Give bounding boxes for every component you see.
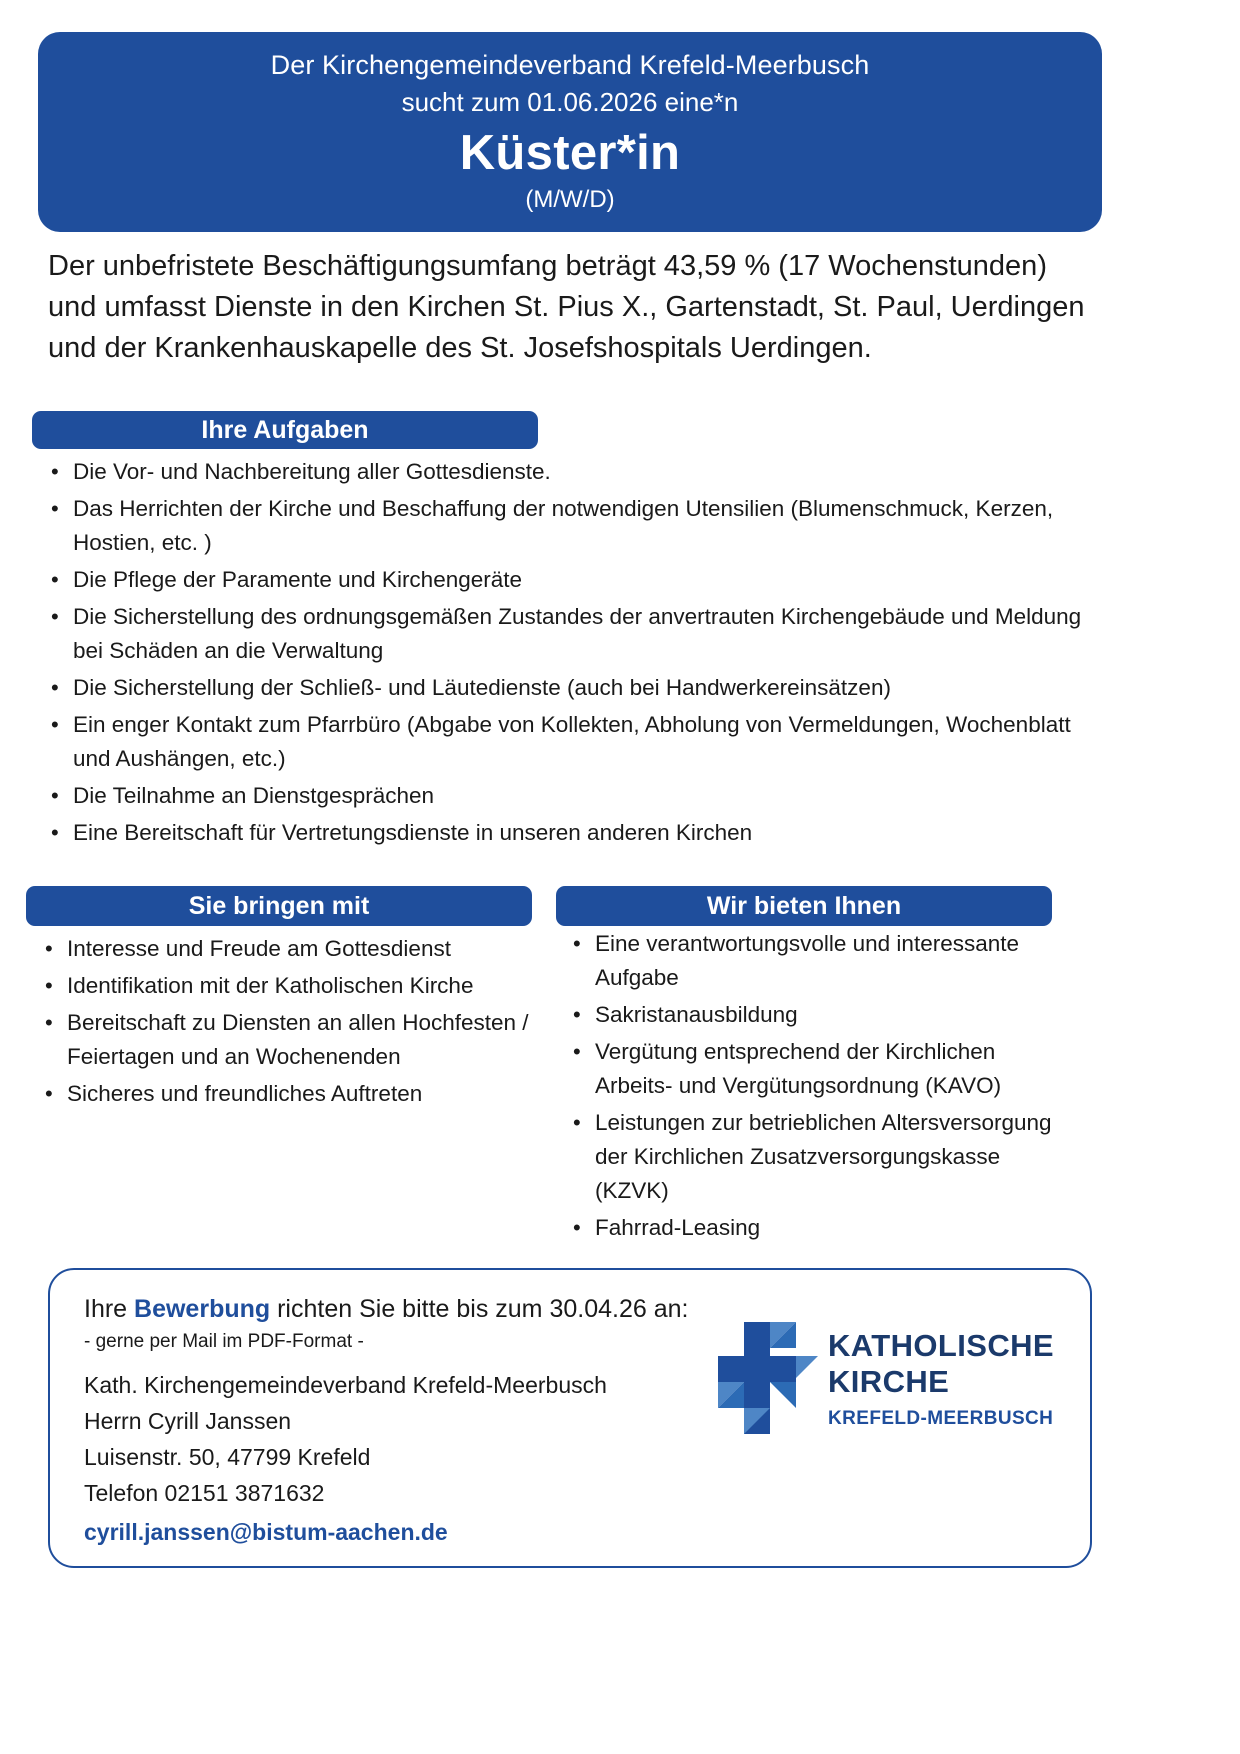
- bieten-list: [562, 927, 1072, 1248]
- list-item: • Die Pflege der Paramente und Kirchengeräte: [40, 563, 1095, 597]
- contact-email-link[interactable]: cyrill.janssen@bistum-aachen.de: [84, 1519, 448, 1545]
- header-start-date-line: sucht zum 01.06.2026 eine*n: [401, 87, 739, 117]
- job-title-gender-suffix: (M/W/D): [525, 186, 615, 213]
- aufgaben-list: [40, 455, 1095, 853]
- logo-text-block: [828, 1328, 1058, 1432]
- section-header-bieten-label: Wir bieten Ihnen: [706, 891, 902, 920]
- list-item: • Sicheres und freundliches Auftreten: [34, 1077, 554, 1111]
- contact-person: Herrn Cyrill Janssen: [84, 1408, 292, 1434]
- list-item: • Sakristanausbildung: [562, 998, 1072, 1032]
- logo-line-kirche: KIRCHE: [828, 1364, 950, 1399]
- section-header-bringen-label: Sie bringen mit: [188, 891, 370, 920]
- list-item: • Fahrrad-Leasing: [562, 1211, 1072, 1245]
- contact-address-block: [84, 1367, 607, 1511]
- list-item: • Die Teilnahme an Dienstgesprächen: [40, 779, 1095, 813]
- application-contact-box: [48, 1268, 1092, 1568]
- section-header-aufgaben: [32, 411, 538, 449]
- list-item: • Bereitschaft zu Diensten an allen Hochfesten / Feiertagen und an Wochenenden: [34, 1006, 554, 1074]
- apply-suffix: richten Sie bitte bis zum 30.04.26 an:: [270, 1295, 689, 1323]
- application-format-note: - gerne per Mail im PDF-Format -: [84, 1331, 364, 1352]
- contact-street: Luisenstr. 50, 47799 Krefeld: [84, 1444, 371, 1470]
- list-item: • Die Sicherstellung des ordnungsgemäßen Zustandes der anvertrauten Kirchengebäude und Meldung bei Schäden an die Verwaltung: [40, 600, 1095, 668]
- apply-prefix: Ihre: [84, 1295, 135, 1323]
- cross-mosaic-icon: [710, 1322, 818, 1434]
- job-title: Küster*in: [459, 126, 681, 180]
- list-item: • Eine Bereitschaft für Vertretungsdienste in unseren anderen Kirchen: [40, 816, 1095, 850]
- header-banner: [38, 32, 1102, 232]
- section-header-bringen: [26, 886, 532, 926]
- katholische-kirche-logo: [710, 1322, 1058, 1452]
- list-item: • Interesse und Freude am Gottesdienst: [34, 932, 554, 966]
- list-item: • Die Vor- und Nachbereitung aller Gottesdienste.: [40, 455, 1095, 489]
- section-header-bieten: [556, 886, 1052, 926]
- logo-line-katholische: KATHOLISCHE: [828, 1328, 1054, 1363]
- logo-line-region: KREFELD-MEERBUSCH: [828, 1408, 1054, 1429]
- list-item: • Vergütung entsprechend der Kirchlichen Arbeits- und Vergütungsordnung (KAVO): [562, 1035, 1072, 1103]
- list-item: • Die Sicherstellung der Schließ- und Läutedienste (auch bei Handwerkereinsätzen): [40, 671, 1095, 705]
- list-item: • Ein enger Kontakt zum Pfarrbüro (Abgabe von Kollekten, Abholung von Vermeldungen, Wochenblatt und Aushängen, etc.): [40, 708, 1095, 776]
- bringen-list: [34, 932, 554, 1114]
- apply-bewerbung-highlight: Bewerbung: [134, 1295, 271, 1323]
- header-org-line: Der Kirchengemeindeverband Krefeld-Meerbusch: [270, 50, 870, 80]
- section-header-aufgaben-label: Ihre Aufgaben: [201, 415, 369, 444]
- application-deadline-line: [84, 1292, 688, 1326]
- list-item: • Eine verantwortungsvolle und interessante Aufgabe: [562, 927, 1072, 995]
- list-item: • Leistungen zur betrieblichen Altersversorgung der Kirchlichen Zusatzversorgungskasse (KZVK): [562, 1106, 1072, 1208]
- list-item: • Das Herrichten der Kirche und Beschaffung der notwendigen Utensilien (Blumenschmuck, Kerzen, Hostien, etc. ): [40, 492, 1095, 560]
- contact-org: Kath. Kirchengemeindeverband Krefeld-Meerbusch: [84, 1372, 607, 1398]
- contact-phone: Telefon 02151 3871632: [84, 1480, 325, 1506]
- list-item: • Identifikation mit der Katholischen Kirche: [34, 969, 554, 1003]
- intro-paragraph: Der unbefristete Beschäftigungsumfang beträgt 43,59 % (17 Wochenstunden) und umfasst Dienste in den Kirchen St. Pius X., Gartenstadt, St. Paul, Uerdingen und der Krankenhauskapelle des St. Josefshospitals Uerdingen.: [48, 250, 1085, 364]
